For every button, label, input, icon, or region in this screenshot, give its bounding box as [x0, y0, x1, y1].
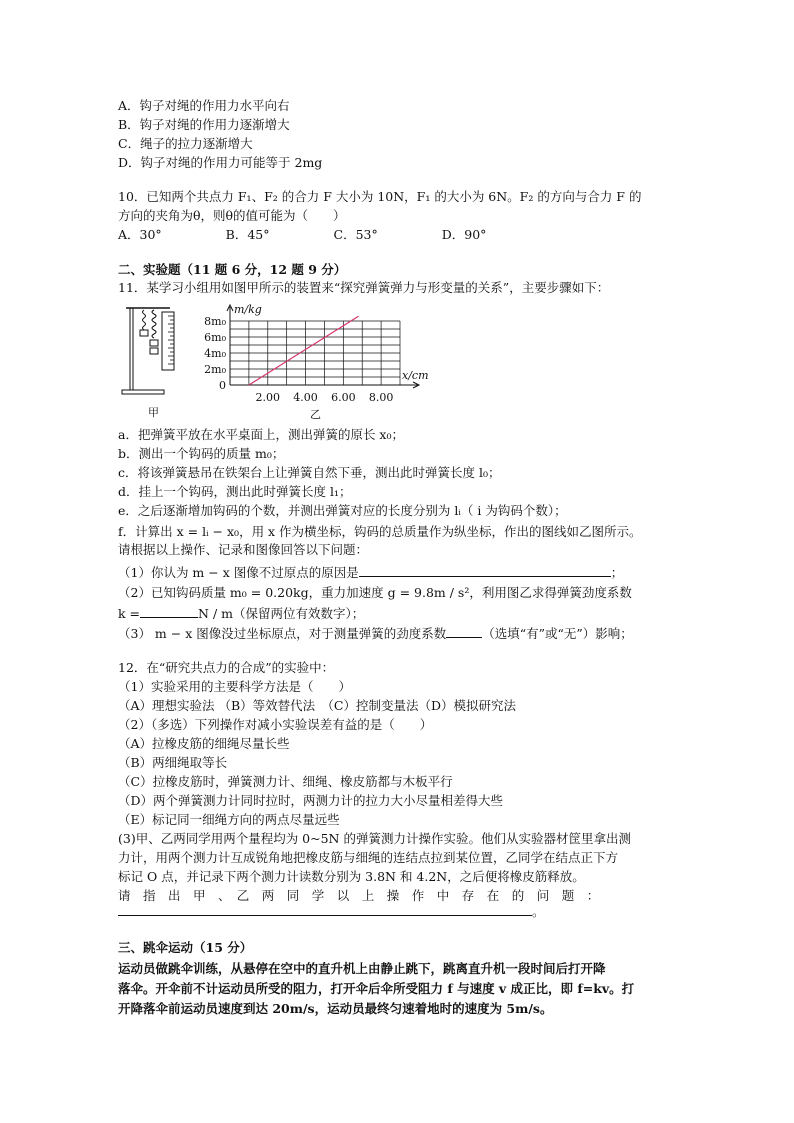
series-line-m-x	[249, 316, 359, 385]
q10-option-d: D．90°	[441, 227, 487, 242]
x-axis-label: x/cm	[402, 369, 429, 382]
q11-step-c: c．将该弹簧悬吊在铁架台上让弹簧自然下垂，测出此时弹簧长度 l₀；	[118, 465, 501, 480]
answer-blank-k[interactable]	[140, 605, 198, 618]
q10-stem-line2: 方向的夹角为θ，则θ的值可能为（ ）	[118, 208, 346, 223]
x-tick-label: 4.00	[293, 391, 318, 404]
y-axis-label: m/kg	[234, 303, 262, 316]
q10-option-a: A．30°	[118, 227, 162, 242]
q11-step-b: b．测出一个钩码的质量 m₀；	[118, 446, 285, 461]
q11-step-f: f．计算出 x = lᵢ − x₀，用 x 作为横坐标，钩码的总质量作为纵坐标，作出的图线如乙图所示。	[118, 524, 642, 539]
q11-sub1: （1）你认为 m − x 图像不过原点的原因是 ；	[118, 565, 624, 580]
x-tick-label: 2.00	[255, 391, 281, 404]
q12-sub2: （2）（多选）下列操作对减小实验误差有益的是（ ）	[118, 717, 433, 732]
q10-options	[118, 227, 486, 243]
y-tick-label: 0	[219, 379, 226, 392]
m-x-chart	[204, 303, 428, 404]
y-tick-label: 6m₀	[204, 331, 226, 344]
answer-blank-4[interactable]	[118, 903, 532, 916]
q12-sub3-line3: 标记 O 点，并记录下两个测力计读数分别为 3.8N 和 4.2N，之后便将橡皮筋释放。	[118, 869, 585, 884]
section3-title: 三、跳伞运动（15 分）	[118, 940, 253, 955]
q11-step-e: e．之后逐渐增加钩码的个数，并测出弹簧对应的长度分别为 lᵢ（ i 为钩码个数）；	[118, 503, 567, 518]
q11-sub2-answer: k = N / m（保留两位有效数字）；	[118, 606, 365, 621]
q11-intro: 11．某学习小组用如图甲所示的装置来“探究弹簧弹力与形变量的关系”，主要步骤如下：	[118, 280, 610, 295]
q9-option-b: B．钩子对绳的作用力逐渐增大	[118, 117, 290, 132]
y-tick-label: 2m₀	[204, 363, 226, 376]
q12-sub2-option-d: （D）两个弹簧测力计同时拉时，两测力计的拉力大小尽量相差得大些	[118, 793, 504, 808]
q11-sub2: （2）已知钩码质量 m₀ = 0.20kg，重力加速度 g = 9.8m / s²，利用图乙求得弹簧劲度系数	[118, 585, 632, 600]
section2-title: 二、实验题（11 题 6 分，12 题 9 分）	[118, 262, 347, 277]
q12-stem: 12．在“研究共点力的合成”的实验中：	[118, 660, 335, 675]
q12-sub2-option-c: （C）拉橡皮筋时，弹簧测力计、细绳、橡皮筋都与木板平行	[118, 774, 453, 789]
q12-sub1: （1）实验采用的主要科学方法是（ ）	[118, 679, 351, 694]
q12-sub2-option-b: （B）两细绳取等长	[118, 755, 228, 770]
q11-instruction: 请根据以上操作、记录和图像回答以下问题：	[118, 542, 369, 557]
answer-blank-3[interactable]	[446, 625, 482, 638]
q9-option-d: D．钩子对绳的作用力可能等于 2mg	[118, 155, 323, 170]
q9-option-a: A．钩子对绳的作用力水平向右	[118, 98, 290, 113]
q11-step-d: d．挂上一个钩码，测出此时弹簧长度 l₁；	[118, 484, 352, 499]
q12-sub3-line2: 力计，用两个测力计互成锐角地把橡皮筋与细绳的连结点拉到某位置，乙同学在结点正下方	[118, 850, 619, 865]
q10-option-c: C．53°	[333, 227, 378, 242]
y-tick-label: 8m₀	[204, 315, 226, 328]
q12-sub3-ask: 请 指 出 甲 、 乙 两 同 学 以 上 操 作 中 存 在 的 问 题 ：	[118, 888, 600, 903]
q11-sub3: （3） m − x 图像没过坐标原点，对于测量弹簧的劲度系数 （选填“有”或“无”）影响；	[118, 626, 633, 641]
x-tick-label: 8.00	[368, 391, 394, 404]
q12-sub3-line1: (3)甲、乙两同学用两个量程均为 0~5N 的弹簧测力计操作实验。他们从实验器材筐里拿出测	[118, 831, 631, 846]
section3-line3: 开降落伞前运动员速度到达 20m/s，运动员最终匀速着地时的速度为 5m/s。	[118, 1001, 553, 1016]
q10-option-b: B．45°	[225, 227, 270, 242]
q12-sub1-options: （A）理想实验法 （B）等效替代法 （C）控制变量法（D）模拟研究法	[118, 698, 517, 713]
q12-sub2-option-a: （A）拉橡皮筋的细绳尽量长些	[118, 736, 290, 751]
answer-blank-1[interactable]	[359, 564, 611, 577]
y-tick-label: 4m₀	[204, 347, 226, 360]
x-tick-label: 6.00	[331, 391, 356, 404]
iron-stand-apparatus	[122, 308, 174, 394]
q9-option-c: C．绳子的拉力逐渐增大	[118, 136, 253, 151]
section3-line2: 落伞。开伞前不计运动员所受的阻力，打开伞后伞所受阻力 f 与速度 v 成正比，即 f=kv。打	[118, 981, 635, 996]
q12-answer-line: 。	[118, 903, 545, 920]
section3-line1: 运动员做跳伞训练，从悬停在空中的直升机上由静止跳下，跳离直升机一段时间后打开降	[118, 961, 606, 976]
figure-label-yi: 乙	[310, 408, 321, 420]
q10-stem-line1: 10．已知两个共点力 F₁、F₂ 的合力 F 大小为 10N，F₁ 的大小为 6N。F₂ 的方向与合力 F 的	[118, 189, 642, 204]
figure-label-jia: 甲	[148, 406, 159, 419]
q12-sub2-option-e: （E）标记同一细绳方向的两点尽量远些	[118, 812, 340, 827]
q11-figure	[118, 298, 448, 420]
q11-step-a: a．把弹簧平放在水平桌面上，测出弹簧的原长 x₀；	[118, 427, 404, 442]
